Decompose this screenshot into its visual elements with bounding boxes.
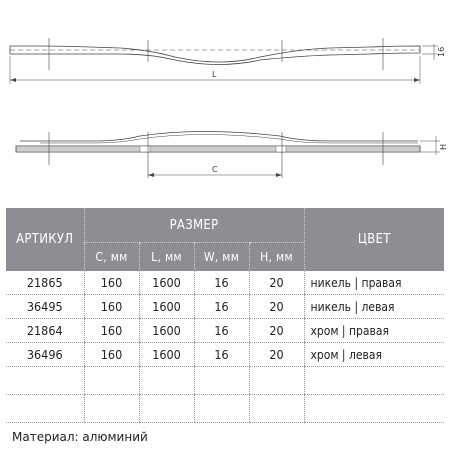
cell-color: никель | правая <box>304 271 444 295</box>
cell-empty <box>139 367 194 395</box>
cell-h: 20 <box>249 295 304 319</box>
header-color: ЦВЕТ <box>304 208 444 271</box>
cell-w: 16 <box>194 295 249 319</box>
header-h: H, мм <box>249 243 304 272</box>
cell-l: 1600 <box>139 343 194 367</box>
dim-label-L: L <box>212 70 217 79</box>
handle-side-outline <box>20 132 418 142</box>
table-row-empty <box>6 367 444 395</box>
cell-c: 160 <box>84 343 139 367</box>
cell-h: 20 <box>249 271 304 295</box>
cell-empty <box>84 367 139 395</box>
table-row <box>6 343 444 367</box>
cell-empty <box>304 367 444 395</box>
dim-label-H: H <box>439 143 448 150</box>
header-c: C, мм <box>84 243 139 272</box>
cell-h: 20 <box>249 319 304 343</box>
cell-w: 16 <box>194 319 249 343</box>
cell-l: 1600 <box>139 319 194 343</box>
table-row <box>6 271 444 295</box>
side-view-drawing <box>16 132 440 179</box>
cell-color: хром | левая <box>304 343 444 367</box>
top-view-drawing <box>10 38 438 84</box>
technical-drawing <box>0 0 450 205</box>
cell-c: 160 <box>84 271 139 295</box>
cell-article: 21864 <box>6 319 84 343</box>
cell-empty <box>6 395 84 423</box>
cell-l: 1600 <box>139 295 194 319</box>
cell-empty <box>194 367 249 395</box>
cell-w: 16 <box>194 271 249 295</box>
dim-label-width: 16 <box>437 46 446 57</box>
cell-c: 160 <box>84 319 139 343</box>
spec-table <box>6 208 444 423</box>
header-article: АРТИКУЛ <box>6 208 84 271</box>
header-l: L, мм <box>139 243 194 272</box>
table-row-empty <box>6 395 444 423</box>
cell-c: 160 <box>84 295 139 319</box>
header-w: W, мм <box>194 243 249 272</box>
table-row <box>6 295 444 319</box>
material-note: Материал: алюминий <box>12 430 148 444</box>
cell-empty <box>194 395 249 423</box>
cell-empty <box>304 395 444 423</box>
dim-label-C: C <box>212 165 218 174</box>
cell-h: 20 <box>249 343 304 367</box>
cell-article: 21865 <box>6 271 84 295</box>
cell-color: хром | правая <box>304 319 444 343</box>
cell-empty <box>249 395 304 423</box>
cell-l: 1600 <box>139 271 194 295</box>
cell-color: никель | левая <box>304 295 444 319</box>
cell-empty <box>139 395 194 423</box>
header-size: РАЗМЕР <box>84 208 304 243</box>
handle-top-outline <box>10 46 420 65</box>
cell-empty <box>6 367 84 395</box>
cell-article: 36495 <box>6 295 84 319</box>
table-row <box>6 319 444 343</box>
cell-article: 36496 <box>6 343 84 367</box>
cell-w: 16 <box>194 343 249 367</box>
cell-empty <box>249 367 304 395</box>
cell-empty <box>84 395 139 423</box>
